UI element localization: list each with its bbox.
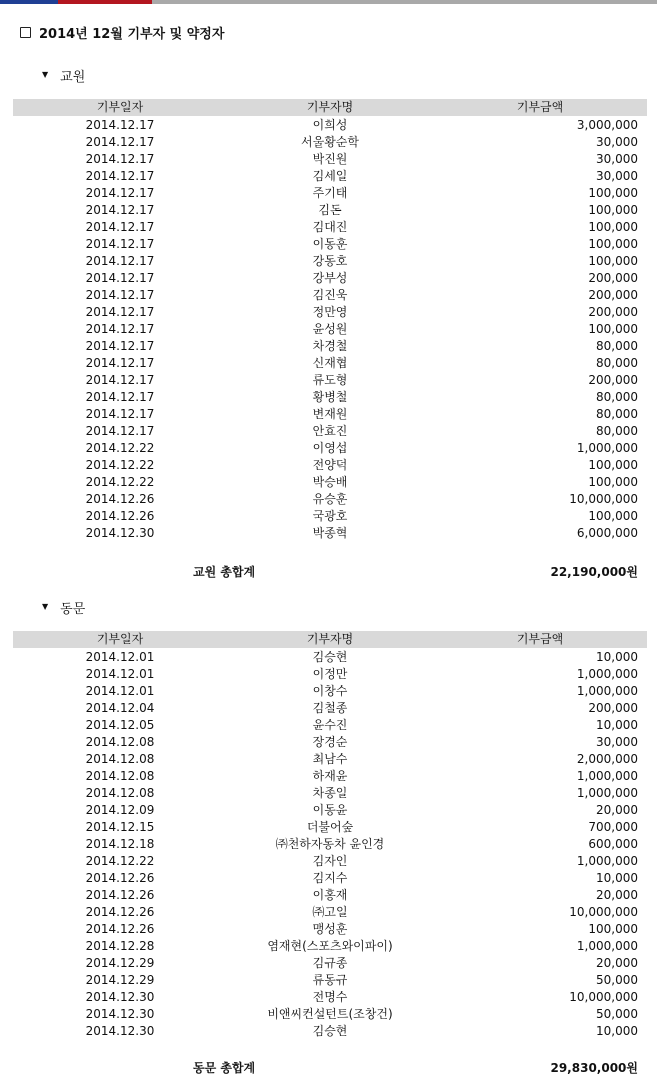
donation-amount: 50,000: [596, 1007, 638, 1021]
donor-name: 변재원: [312, 407, 348, 421]
column-header-name: 기부자명: [306, 100, 354, 114]
donor-name: 이정만: [312, 667, 348, 681]
table-row: [0, 938, 657, 955]
donation-amount: 200,000: [588, 271, 638, 285]
table-row: [0, 491, 657, 508]
donation-amount: 1,000,000: [576, 854, 638, 868]
donor-name: 이동훈: [312, 237, 348, 251]
donation-date: 2014.12.17: [85, 407, 155, 421]
donation-date: 2014.12.22: [85, 854, 155, 868]
donor-name: ㈜천하자동차 윤인경: [275, 837, 385, 851]
alumni-table-body: [0, 649, 657, 1040]
donation-date: 2014.12.17: [85, 152, 155, 166]
table-row: [0, 734, 657, 751]
donor-name: 박진원: [312, 152, 348, 166]
donor-name: 김규종: [312, 956, 348, 970]
donation-amount: 1,000,000: [576, 769, 638, 783]
donor-name: 차종일: [312, 786, 348, 800]
donation-amount: 100,000: [588, 220, 638, 234]
table-row: [0, 117, 657, 134]
table-row: [0, 802, 657, 819]
donation-amount: 100,000: [588, 203, 638, 217]
alumni-total-row: [0, 1058, 657, 1078]
table-row: [0, 887, 657, 904]
top-bar-gray-segment: [152, 0, 657, 4]
donation-amount: 1,000,000: [576, 441, 638, 455]
donation-date: 2014.12.17: [85, 237, 155, 251]
donor-name: 김진욱: [312, 288, 348, 302]
faculty-heading-text: 교원: [60, 70, 86, 85]
top-bar-blue-segment: [0, 0, 58, 4]
donor-name: 윤수진: [312, 718, 348, 732]
donation-amount: 30,000: [596, 169, 638, 183]
donation-date: 2014.12.30: [85, 990, 155, 1004]
table-row: [0, 649, 657, 666]
donation-amount: 100,000: [588, 237, 638, 251]
column-header-amount: 기부금액: [516, 100, 564, 114]
donation-amount: 200,000: [588, 305, 638, 319]
table-row: [0, 253, 657, 270]
donation-amount: 2,000,000: [576, 752, 638, 766]
donation-amount: 6,000,000: [576, 526, 638, 540]
faculty-total-row: [0, 562, 657, 582]
donation-amount: 100,000: [588, 509, 638, 523]
column-header-amount: 기부금액: [516, 632, 564, 646]
donation-date: 2014.12.09: [85, 803, 155, 817]
donor-name: 김자인: [312, 854, 348, 868]
donation-amount: 20,000: [596, 888, 638, 902]
donation-amount: 100,000: [588, 322, 638, 336]
donor-name: 서울황순학: [301, 135, 359, 149]
donor-name: 주기태: [312, 186, 348, 200]
donation-date: 2014.12.28: [85, 939, 155, 953]
top-accent-bar: [0, 0, 657, 4]
table-row: [0, 406, 657, 423]
donation-date: 2014.12.04: [85, 701, 155, 715]
table-row: [0, 819, 657, 836]
donation-amount: 200,000: [588, 373, 638, 387]
donation-date: 2014.12.22: [85, 458, 155, 472]
donation-amount: 600,000: [588, 837, 638, 851]
donation-amount: 3,000,000: [576, 118, 638, 132]
donor-name: 강동호: [312, 254, 348, 268]
donation-amount: 80,000: [596, 339, 638, 353]
donation-amount: 100,000: [588, 475, 638, 489]
donation-date: 2014.12.17: [85, 322, 155, 336]
donation-date: 2014.12.22: [85, 475, 155, 489]
table-row: [0, 219, 657, 236]
donor-name: 류동규: [312, 973, 348, 987]
table-row: [0, 666, 657, 683]
donation-amount: 10,000: [596, 650, 638, 664]
donation-date: 2014.12.17: [85, 186, 155, 200]
table-row: [0, 785, 657, 802]
donor-name: 하재윤: [312, 769, 348, 783]
donation-date: 2014.12.26: [85, 922, 155, 936]
faculty-total-value: 22,190,000원: [550, 565, 638, 579]
table-row: [0, 1023, 657, 1040]
donor-name: 맹성훈: [312, 922, 348, 936]
table-row: [0, 768, 657, 785]
top-bar-red-segment: [58, 0, 152, 4]
donation-amount: 10,000: [596, 718, 638, 732]
donor-name: 안효진: [312, 424, 348, 438]
donor-name: 염재현(스포츠와이파이): [267, 939, 393, 953]
donor-name: 최남수: [312, 752, 348, 766]
donation-date: 2014.12.29: [85, 956, 155, 970]
table-row: [0, 870, 657, 887]
table-row: [0, 236, 657, 253]
alumni-total-label: 동문 총합계: [193, 1061, 256, 1075]
donation-date: 2014.12.17: [85, 220, 155, 234]
donor-name: 강부성: [312, 271, 348, 285]
donor-name: 유승훈: [312, 492, 348, 506]
table-row: [0, 457, 657, 474]
donor-name: 이홍재: [312, 888, 348, 902]
table-row: [0, 185, 657, 202]
donation-date: 2014.12.15: [85, 820, 155, 834]
donor-name: 이창수: [312, 684, 348, 698]
table-row: [0, 751, 657, 768]
donation-amount: 100,000: [588, 922, 638, 936]
table-row: [0, 304, 657, 321]
donation-date: 2014.12.17: [85, 254, 155, 268]
donation-date: 2014.12.17: [85, 356, 155, 370]
donation-date: 2014.12.08: [85, 752, 155, 766]
donation-date: 2014.12.17: [85, 118, 155, 132]
donation-amount: 80,000: [596, 407, 638, 421]
donation-date: 2014.12.17: [85, 288, 155, 302]
donation-date: 2014.12.17: [85, 305, 155, 319]
donor-name: 박승배: [312, 475, 348, 489]
table-row: [0, 151, 657, 168]
donation-amount: 10,000,000: [569, 905, 638, 919]
table-row: [0, 474, 657, 491]
donation-amount: 80,000: [596, 356, 638, 370]
table-row: [0, 904, 657, 921]
donation-date: 2014.12.26: [85, 888, 155, 902]
table-row: [0, 972, 657, 989]
donation-date: 2014.12.05: [85, 718, 155, 732]
table-row: [0, 525, 657, 542]
table-row: [0, 717, 657, 734]
donation-amount: 100,000: [588, 254, 638, 268]
donation-date: 2014.12.08: [85, 769, 155, 783]
page-title-text: 2014년 12월 기부자 및 약정자: [39, 27, 225, 42]
donation-date: 2014.12.26: [85, 905, 155, 919]
donor-name: 김승현: [312, 1024, 348, 1038]
donor-name: 김돈: [318, 203, 342, 217]
faculty-table-header: [13, 99, 647, 116]
donation-date: 2014.12.17: [85, 339, 155, 353]
donor-name: ㈜고일: [312, 905, 348, 919]
faculty-total-label: 교원 총합계: [193, 565, 256, 579]
donation-date: 2014.12.08: [85, 735, 155, 749]
donation-amount: 10,000: [596, 1024, 638, 1038]
triangle-bullet-icon: ▼: [42, 602, 49, 611]
column-header-date: 기부일자: [96, 100, 144, 114]
table-row: [0, 955, 657, 972]
donation-date: 2014.12.22: [85, 441, 155, 455]
table-row: [0, 508, 657, 525]
square-bullet-icon: [20, 27, 31, 38]
table-row: [0, 853, 657, 870]
faculty-heading: [42, 66, 85, 85]
donation-amount: 10,000: [596, 871, 638, 885]
donor-name: 비앤씨컨설턴트(조창건): [267, 1007, 393, 1021]
table-row: [0, 270, 657, 287]
alumni-heading-text: 동문: [60, 602, 86, 617]
donation-amount: 20,000: [596, 956, 638, 970]
donation-date: 2014.12.18: [85, 837, 155, 851]
donation-date: 2014.12.17: [85, 424, 155, 438]
donation-date: 2014.12.29: [85, 973, 155, 987]
donation-amount: 50,000: [596, 973, 638, 987]
table-row: [0, 1006, 657, 1023]
table-row: [0, 700, 657, 717]
alumni-table-header: [13, 631, 647, 648]
donor-name: 박종혁: [312, 526, 348, 540]
table-row: [0, 836, 657, 853]
donor-name: 윤성원: [312, 322, 348, 336]
table-row: [0, 338, 657, 355]
table-row: [0, 389, 657, 406]
donor-name: 김승현: [312, 650, 348, 664]
table-row: [0, 440, 657, 457]
donation-date: 2014.12.17: [85, 203, 155, 217]
donation-amount: 80,000: [596, 390, 638, 404]
table-row: [0, 989, 657, 1006]
donation-amount: 30,000: [596, 135, 638, 149]
donation-date: 2014.12.30: [85, 526, 155, 540]
donor-name: 김철종: [312, 701, 348, 715]
donation-date: 2014.12.01: [85, 650, 155, 664]
faculty-table-body: [0, 117, 657, 542]
column-header-date: 기부일자: [96, 632, 144, 646]
donation-amount: 30,000: [596, 735, 638, 749]
donor-name: 김대진: [312, 220, 348, 234]
donor-name: 이영섭: [312, 441, 348, 455]
donation-amount: 1,000,000: [576, 684, 638, 698]
donation-date: 2014.12.26: [85, 509, 155, 523]
donor-name: 정만영: [312, 305, 348, 319]
donation-amount: 200,000: [588, 288, 638, 302]
table-row: [0, 287, 657, 304]
donor-name: 황병철: [312, 390, 348, 404]
donor-name: 이동윤: [312, 803, 348, 817]
donation-amount: 80,000: [596, 424, 638, 438]
column-header-name: 기부자명: [306, 632, 354, 646]
donation-amount: 100,000: [588, 458, 638, 472]
table-row: [0, 168, 657, 185]
alumni-heading: [42, 598, 85, 617]
donation-date: 2014.12.01: [85, 667, 155, 681]
donation-amount: 1,000,000: [576, 786, 638, 800]
donation-date: 2014.12.17: [85, 271, 155, 285]
donation-amount: 1,000,000: [576, 939, 638, 953]
donor-name: 국광호: [312, 509, 348, 523]
donation-amount: 700,000: [588, 820, 638, 834]
triangle-bullet-icon: ▼: [42, 70, 49, 79]
table-row: [0, 355, 657, 372]
donor-name: 이희성: [312, 118, 348, 132]
donation-date: 2014.12.17: [85, 135, 155, 149]
donor-name: 류도형: [312, 373, 348, 387]
table-row: [0, 921, 657, 938]
donor-name: 김지수: [312, 871, 348, 885]
donation-date: 2014.12.30: [85, 1024, 155, 1038]
alumni-total-value: 29,830,000원: [550, 1061, 638, 1075]
donor-name: 김세일: [312, 169, 348, 183]
table-row: [0, 202, 657, 219]
donor-name: 차경철: [312, 339, 348, 353]
donor-name: 전명수: [312, 990, 348, 1004]
donor-name: 더불어숲: [306, 820, 354, 834]
donation-amount: 1,000,000: [576, 667, 638, 681]
donation-date: 2014.12.26: [85, 492, 155, 506]
table-row: [0, 372, 657, 389]
donation-amount: 100,000: [588, 186, 638, 200]
donation-date: 2014.12.17: [85, 390, 155, 404]
table-row: [0, 134, 657, 151]
donation-amount: 30,000: [596, 152, 638, 166]
table-row: [0, 321, 657, 338]
donation-date: 2014.12.17: [85, 373, 155, 387]
donation-date: 2014.12.01: [85, 684, 155, 698]
donor-name: 전양덕: [312, 458, 348, 472]
donation-amount: 10,000,000: [569, 990, 638, 1004]
donation-date: 2014.12.17: [85, 169, 155, 183]
donor-name: 장경순: [312, 735, 348, 749]
donation-amount: 20,000: [596, 803, 638, 817]
donation-date: 2014.12.08: [85, 786, 155, 800]
donor-name: 신재협: [312, 356, 348, 370]
donation-date: 2014.12.30: [85, 1007, 155, 1021]
donation-amount: 200,000: [588, 701, 638, 715]
donation-date: 2014.12.26: [85, 871, 155, 885]
table-row: [0, 423, 657, 440]
page-title: [20, 23, 224, 42]
table-row: [0, 683, 657, 700]
donation-amount: 10,000,000: [569, 492, 638, 506]
